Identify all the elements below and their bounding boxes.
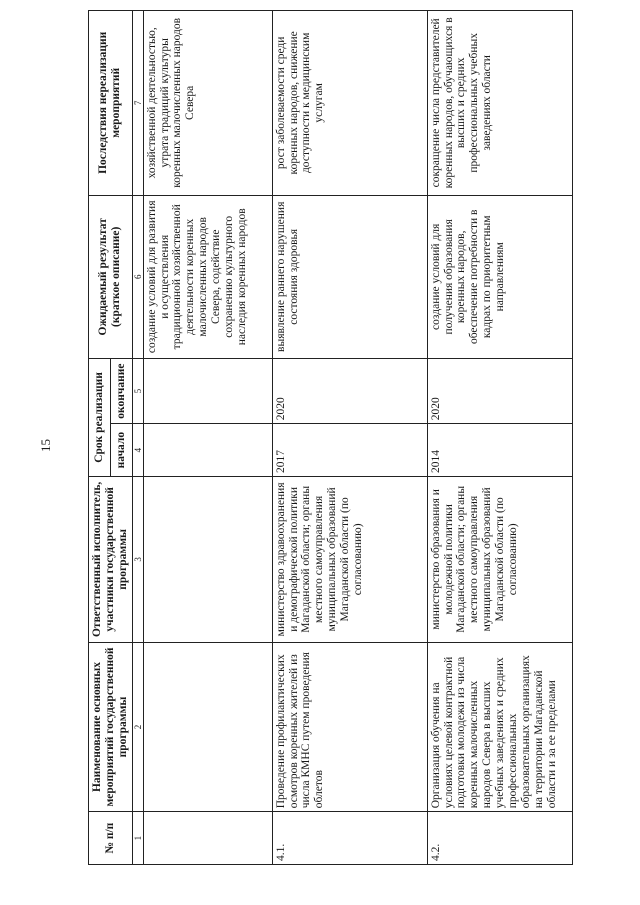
cell-consequences: рост заболеваемости среди коренных народов, снижение доступности к медицинским услугам [272,11,427,196]
cell-name: Организация обучения на условиях целевой контрактной подготовки молодежи из числа коренных малочисленных народов Севера в высших учебных заведениях и средних профессиональных образовательных организациях на территории Магаданской области и за ее пределами [427,642,572,812]
cell-result: выявление раннего нарушения состояния здоровья [272,195,427,358]
program-measures-table [88,10,573,865]
header-term: Срок реализации [89,358,111,476]
cell-result: создание условий для развития и осуществления традиционной хозяйственной деятельности коренных малочисленных народов Севера, содействие сохранению культурного наследия коренных народов [143,195,272,358]
rotated-table-container [88,10,558,865]
header-end: окончание [110,358,132,423]
column-index-row [132,11,143,865]
cell-start: 2014 [427,424,572,477]
cell-end: 2020 [427,358,572,423]
column-index: 3 [132,476,143,642]
table-row [143,11,272,865]
cell-end [143,358,272,423]
column-index: 1 [132,812,143,865]
header-row [89,11,111,865]
cell-start: 2017 [272,424,427,477]
column-index: 6 [132,195,143,358]
cell-responsible: министерство здравоохранения и демографической политики Магаданской области; органы местного самоуправления муниципальных образований Магаданской области (по согласованию) [272,476,427,642]
cell-responsible: министерство образования и молодежной политики Магаданской области; органы местного самоуправления муниципальных образований Магаданской области (по согласованию) [427,476,572,642]
column-index: 7 [132,11,143,196]
column-index: 4 [132,424,143,477]
cell-num [143,812,272,865]
cell-consequences: хозяйственной деятельностью, утрата традиций культуры коренных малочисленных народов Севера [143,11,272,196]
cell-result: создание условий для получения образования коренных народов, обеспечение потребности в кадрах по приоритетным направлениям [427,195,572,358]
header-responsible: Ответственный исполнитель, участники государственной программы [89,476,133,642]
cell-consequences: сокращение числа представителей коренных народов, обучающихся в высших и средних профессиональных учебных заведениях области [427,11,572,196]
cell-num: 4.2. [427,812,572,865]
header-num: № п/п [89,812,133,865]
cell-end: 2020 [272,358,427,423]
column-index: 5 [132,358,143,423]
cell-name [143,642,272,812]
cell-num: 4.1. [272,812,427,865]
page-number: 15 [38,439,53,452]
table-row [272,11,427,865]
table-row [427,11,572,865]
cell-name: Проведение профилактических осмотров коренных жителей из числа КМНС путем проведения облетов [272,642,427,812]
header-name: Наименование основных мероприятий государственной программы [89,642,133,812]
header-start: начало [110,424,132,477]
column-index: 2 [132,642,143,812]
header-result: Ожидаемый результат (краткое описание) [89,195,133,358]
cell-start [143,424,272,477]
header-consequences: Последствия нереализации мероприятий [89,11,133,196]
cell-responsible [143,476,272,642]
